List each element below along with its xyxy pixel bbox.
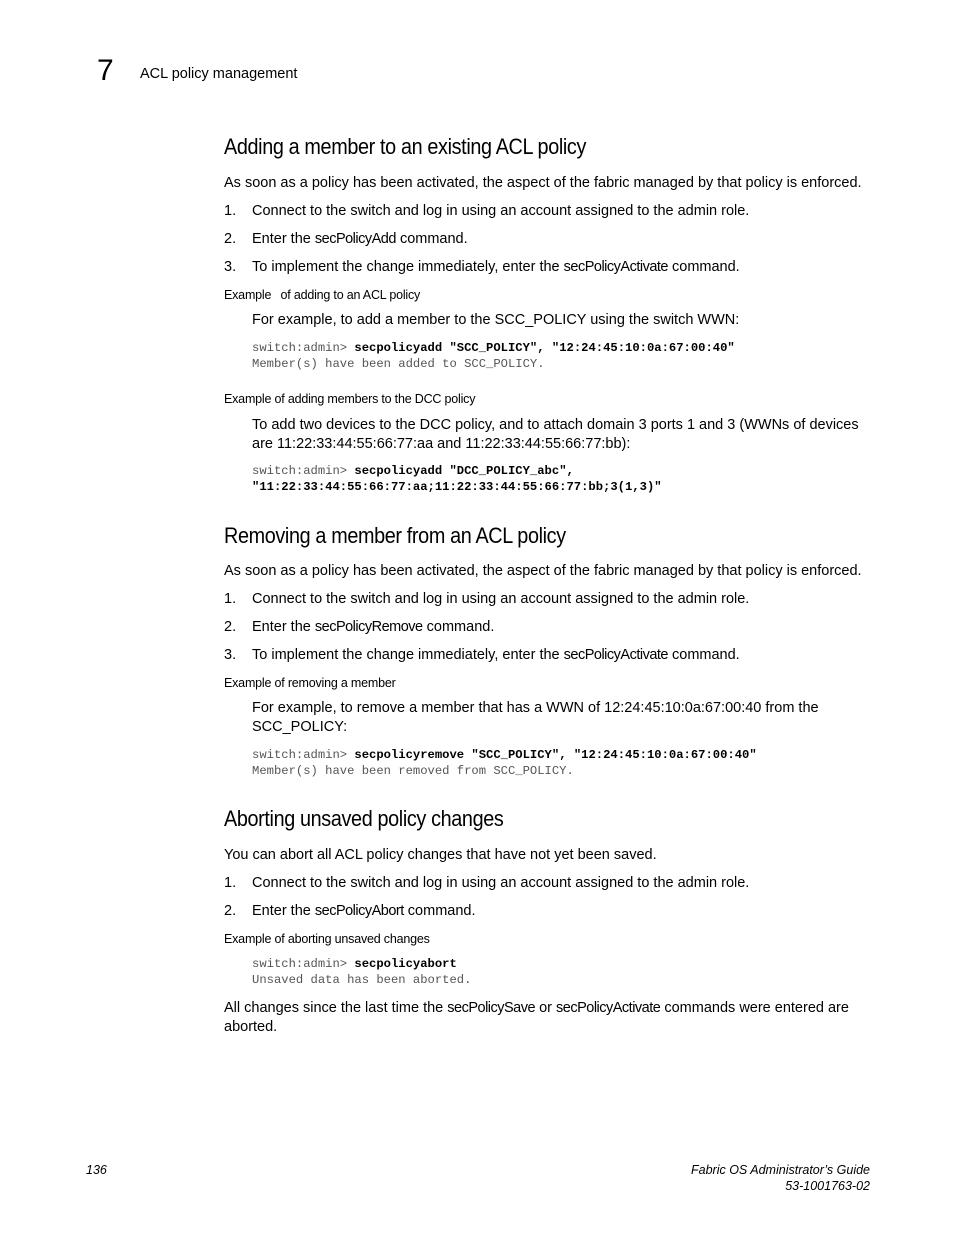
command-name: secPolicyActivate xyxy=(563,259,668,275)
section-heading-adding-member: Adding a member to an existing ACL policy xyxy=(224,134,587,159)
example-description: For example, to add a member to the SCC_POLICY using the switch WWN: xyxy=(252,312,740,328)
example-heading xyxy=(224,391,475,407)
step-number: 3. xyxy=(224,647,237,663)
document-number: 53-1001763-02 xyxy=(785,1179,870,1193)
step-text: Enter the xyxy=(252,903,315,919)
code-prompt: switch:admin> xyxy=(252,748,355,762)
step-text-end: command. xyxy=(667,647,740,663)
section3-step-2 xyxy=(224,902,476,921)
guide-title: Fabric OS Administrator’s Guide xyxy=(691,1163,870,1177)
section1-step-2 xyxy=(224,230,468,249)
command-name: secPolicyAbort xyxy=(314,903,404,919)
step-number: 2. xyxy=(224,231,237,247)
example-description: To add two devices to the DCC policy, and to attach domain 3 ports 1 and 3 (WWNs of devices are 11:22:33:44:55:66:77:aa and 11:22:33:44:55:66:77:bb): xyxy=(252,417,859,452)
example-caption: of adding to an ACL policy xyxy=(280,288,421,302)
closing-text: All changes since the last time the xyxy=(224,1000,448,1016)
section3-step-1 xyxy=(224,874,749,893)
code-command: secpolicyabort xyxy=(354,957,457,971)
closing-text: commands were entered are aborted. xyxy=(224,1000,849,1035)
step-number: 1. xyxy=(224,203,237,219)
command-name: secPolicyActivate xyxy=(563,647,668,663)
chapter-title: ACL policy management xyxy=(140,66,298,82)
code-output: Unsaved data has been aborted. xyxy=(252,973,472,987)
code-command: secpolicyremove "SCC_POLICY", "12:24:45:10:0a:67:00:40" xyxy=(354,748,757,762)
section2-step-3 xyxy=(224,646,740,665)
section1-step-3 xyxy=(224,258,740,277)
step-number: 3. xyxy=(224,259,237,275)
code-block xyxy=(252,340,735,372)
code-output: Member(s) have been removed from SCC_POLICY. xyxy=(252,764,574,778)
step-number: 1. xyxy=(224,591,237,607)
step-text: Connect to the switch and log in using an account assigned to the admin role. xyxy=(252,203,750,219)
example-description: For example, to remove a member that has a WWN of 12:24:45:10:0a:67:00:40 from the SCC_POLICY: xyxy=(252,700,819,735)
step-text-end: command. xyxy=(403,903,476,919)
code-command: secpolicyadd "SCC_POLICY", "12:24:45:10:0a:67:00:40" xyxy=(354,341,735,355)
example-caption: of aborting unsaved changes xyxy=(274,932,430,946)
step-text: Connect to the switch and log in using an account assigned to the admin role. xyxy=(252,875,750,891)
example-label: Example xyxy=(224,288,272,302)
section2-step-2 xyxy=(224,618,494,637)
example-heading xyxy=(224,287,420,303)
step-number: 2. xyxy=(224,903,237,919)
example-label: Example xyxy=(224,392,272,406)
step-text: Enter the xyxy=(252,619,315,635)
code-prompt: switch:admin> xyxy=(252,341,355,355)
code-prompt: switch:admin> xyxy=(252,464,355,478)
step-text: To implement the change immediately, enter the xyxy=(252,647,564,663)
step-text: To implement the change immediately, enter the xyxy=(252,259,564,275)
chapter-number: 7 xyxy=(97,54,114,87)
closing-paragraph xyxy=(224,999,874,1037)
step-text-end: command. xyxy=(395,231,468,247)
command-name: secPolicyRemove xyxy=(314,619,423,635)
step-text-end: command. xyxy=(422,619,495,635)
example-caption: of removing a member xyxy=(274,676,396,690)
section-heading-aborting-changes: Aborting unsaved policy changes xyxy=(224,806,504,831)
command-name: secPolicySave xyxy=(447,1000,536,1016)
example-heading xyxy=(224,675,396,691)
section1-step-1 xyxy=(224,202,749,221)
code-prompt: switch:admin> xyxy=(252,957,355,971)
section3-intro: You can abort all ACL policy changes that have not yet been saved. xyxy=(224,847,657,863)
code-output: Member(s) have been added to SCC_POLICY. xyxy=(252,357,545,371)
section1-intro: As soon as a policy has been activated, the aspect of the fabric managed by that policy is enforced. xyxy=(224,175,862,191)
example-heading xyxy=(224,931,430,947)
code-block xyxy=(252,747,757,779)
example-label: Example xyxy=(224,676,272,690)
code-command: secpolicyadd "DCC_POLICY_abc", xyxy=(354,464,574,478)
step-number: 1. xyxy=(224,875,237,891)
step-text-end: command. xyxy=(667,259,740,275)
code-block xyxy=(252,956,471,988)
section2-intro: As soon as a policy has been activated, the aspect of the fabric managed by that policy is enforced. xyxy=(224,563,862,579)
page-number: 136 xyxy=(86,1163,107,1177)
command-name: secPolicyActivate xyxy=(556,1000,661,1016)
step-text: Enter the xyxy=(252,231,315,247)
section2-step-1 xyxy=(224,590,749,609)
code-block xyxy=(252,463,662,495)
example-caption: of adding members to the DCC policy xyxy=(274,392,476,406)
example-label: Example xyxy=(224,932,272,946)
section-heading-removing-member: Removing a member from an ACL policy xyxy=(224,523,566,548)
step-text: Connect to the switch and log in using an account assigned to the admin role. xyxy=(252,591,750,607)
step-number: 2. xyxy=(224,619,237,635)
code-command-continued: "11:22:33:44:55:66:77:aa;11:22:33:44:55:66:77:bb;3(1,3)" xyxy=(252,480,662,494)
command-name: secPolicyAdd xyxy=(314,231,396,247)
closing-text: or xyxy=(535,1000,557,1016)
